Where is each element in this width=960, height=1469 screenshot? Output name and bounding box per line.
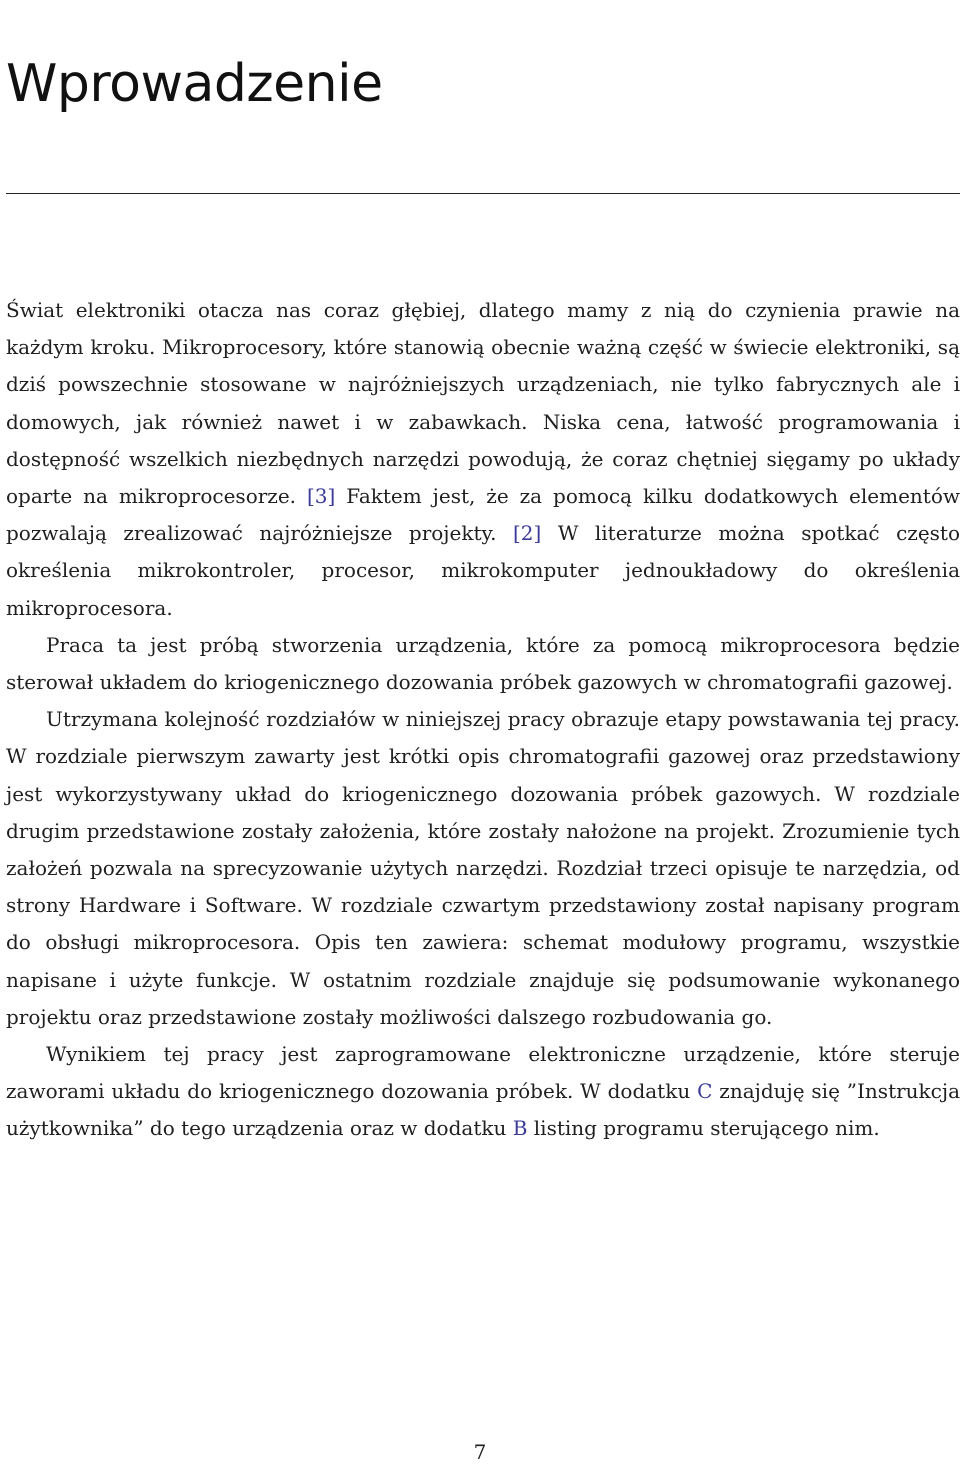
citation-link[interactable]: [3]: [307, 484, 336, 509]
paragraph-purpose: Praca ta jest próbą stworzenia urządzenia, które za pomocą mikroprocesora będzie sterował układem do kriogenicznego dozowania próbek gazowych w chromatografii gazowej.: [6, 632, 960, 695]
appendix-c-link[interactable]: C: [697, 1079, 713, 1104]
paragraph-result-text-2: znajduję się ”Instrukcja użytkownika” do tego urządzenia oraz w dodatku: [6, 1079, 960, 1141]
paragraph-result-text-3: listing programu sterującego nim.: [527, 1116, 880, 1141]
paragraph-intro: [6, 292, 960, 627]
appendix-b-link[interactable]: B: [512, 1116, 528, 1141]
paragraph-intro-text-2: Faktem jest, że za pomocą kilku dodatkowych elementów pozwalają zrealizować najróżniejsze projekty.: [6, 484, 960, 546]
paragraph-intro-text-3: W literaturze można spotkać często określenia mikrokontroler, procesor, mikrokomputer jednoukładowy do określenia mikroprocesora.: [6, 521, 960, 620]
paragraph-result: [6, 1036, 960, 1148]
paragraph-result-text-1: Wynikiem tej pracy jest zaprogramowane elektroniczne urządzenie, które steruje zaworami układu do kriogenicznego dozowania próbek. W dodatku: [6, 1042, 960, 1104]
body-text: [6, 292, 960, 1148]
paragraph-structure: Utrzymana kolejność rozdziałów w niniejszej pracy obrazuje etapy powstawania tej pracy. W rozdziale pierwszym zawarty jest krótki opis chromatografii gazowej oraz przedstawiony jest wykorzystywany układ do kriogenicznego dozowania próbek gazowych. W rozdziale drugim przedstawione zostały założenia, które zostały nałożone na projekt. Zrozumienie tych założeń pozwala na sprecyzowanie użytych narzędzi. Rozdział trzeci opisuje te narzędzia, od strony Hardware i Software. W rozdziale czwartym przedstawiony został napisany program do obsługi mikroprocesora. Opis ten zawiera: schemat modułowy programu, wszystkie napisane i użyte funkcje. W ostatnim rozdziale znajduje się podsumowanie wykonanego projektu oraz przedstawione zostały możliwości dalszego rozbudowania go.: [6, 707, 960, 1029]
chapter-title: Wprowadzenie: [6, 54, 383, 114]
title-divider: [6, 193, 960, 194]
page-number: 7: [473, 1440, 487, 1464]
citation-link[interactable]: [2]: [513, 521, 542, 546]
paragraph-intro-text-1: Świat elektroniki otacza nas coraz głębiej, dlatego mamy z nią do czynienia prawie na każdym kroku. Mikroprocesory, które stanowią obecnie ważną część w świecie elektroniki, są dziś powszechnie stosowane w najróżniejszych urządzeniach, nie tylko fabrycznych ale i domowych, jak również nawet i w zabawkach. Niska cena, łatwość programowania i dostępność wszelkich niezbędnych narzędzi powodują, że coraz chętniej sięgamy po układy oparte na mikroprocesorze.: [6, 298, 960, 509]
